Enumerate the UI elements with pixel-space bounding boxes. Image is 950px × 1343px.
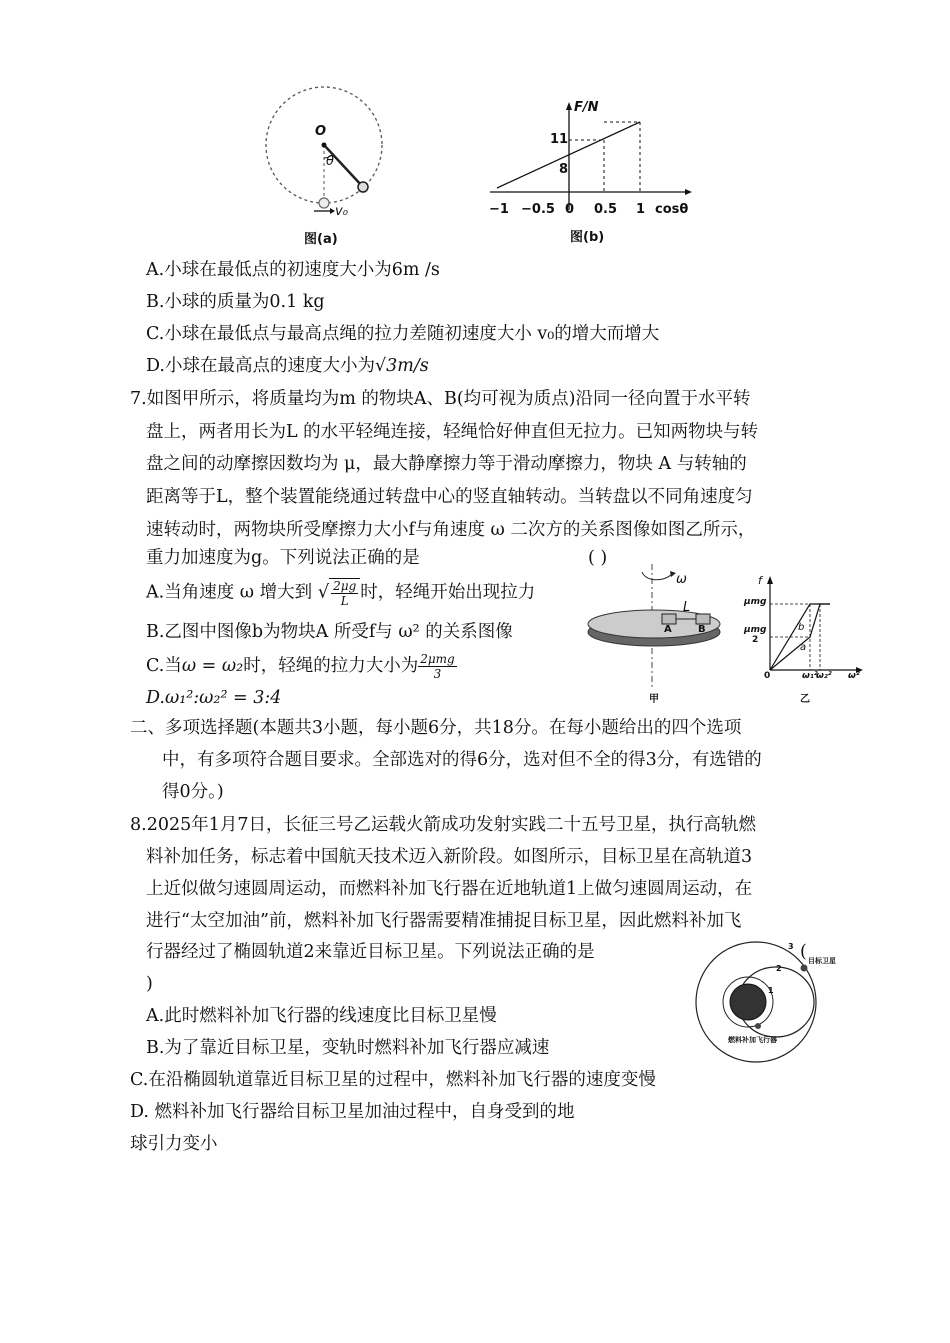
figure-jia — [584, 560, 744, 710]
figure-b-x-tick-05: 0.5 — [594, 202, 618, 217]
q7-option-c-num: 2μmg — [420, 652, 455, 666]
figure-b-y-tick-11: 11 — [550, 132, 569, 147]
figure-yi-tick-mid-den: 2 — [752, 635, 759, 645]
figure-a-velocity-label: v₀ — [335, 204, 348, 219]
q8-line-3: 上近似做匀速圆周运动，而燃料补加飞行器在近地轨道1上做匀速圆周运动，在 — [146, 879, 753, 899]
figure-yi-x-tick-2: ω₂² — [816, 671, 832, 681]
figure-jia-omega: ω — [676, 572, 687, 587]
figure-yi-line-b: b — [798, 622, 805, 633]
figure-b-y-tick-8: 8 — [559, 162, 569, 177]
q7-answer-bracket: ( ) — [588, 548, 608, 568]
figure-jia-diagram — [584, 560, 744, 710]
figure-jia-length: L — [683, 600, 691, 615]
figure-jia-block-b: B — [698, 624, 706, 635]
figure-yi-tick-mid-num: μmg — [744, 625, 767, 635]
figure-orbits-label-3: 3 — [788, 942, 794, 951]
q7-line-5: 速转动时，两物块所受摩擦力大小f与角速度 ω 二次方的关系图像如图乙所示， — [146, 520, 756, 540]
figure-orbits-label-2: 2 — [776, 964, 782, 973]
q7-option-c-prefix: C.当 — [146, 656, 182, 676]
section2-line-3: 得0分。) — [162, 782, 224, 802]
q8-option-d-line-2: 球引力变小 — [130, 1134, 218, 1154]
q7-option-c — [146, 652, 457, 681]
q8-bracket-close: ) — [146, 974, 153, 994]
figure-yi-origin: 0 — [764, 671, 771, 681]
q8-option-b: B.为了靠近目标卫星，变轨时燃料补加飞行器应减速 — [146, 1038, 550, 1058]
figure-b-x-tick-neg1: −1 — [489, 202, 509, 217]
q6-option-c: C.小球在最低点与最高点绳的拉力差随初速度大小 v₀的增大而增大 — [146, 324, 660, 344]
figure-yi-tick-top: μmg — [744, 597, 767, 607]
figure-b-x-axis-label: cosθ — [655, 202, 689, 217]
q7-option-a-suffix: 时，轻绳开始出现拉力 — [360, 582, 536, 603]
q7-option-a — [146, 578, 535, 608]
q6-option-a: A.小球在最低点的初速度大小为6m /s — [146, 260, 440, 280]
q7-option-c-mid: 时，轻绳的拉力大小为 — [243, 656, 419, 676]
figure-orbits-label-1: 1 — [768, 986, 774, 995]
q6-option-b: B.小球的质量为0.1 kg — [146, 292, 325, 312]
q7-line-1: 7.如图甲所示，将质量均为m 的物块A、B(均可视为质点)沿同一径向置于水平转 — [130, 389, 751, 409]
q6-option-d-value: √3m/s — [374, 356, 429, 376]
q8-option-a: A.此时燃料补加飞行器的线速度比目标卫星慢 — [146, 1006, 497, 1026]
q8-line-4: 进行“太空加油”前，燃料补加飞行器需要精准捕捉目标卫星，因此燃料补加飞 — [146, 911, 742, 931]
q7-option-a-radicand — [329, 578, 360, 608]
q8-line-2: 料补加任务，标志着中国航天技术迈入新阶段。如图所示，目标卫星在高轨道3 — [146, 847, 753, 867]
q8-option-d-line-1: D. 燃料补加飞行器给目标卫星加油过程中，自身受到的地 — [130, 1102, 575, 1122]
figure-a-angle-label: θ — [326, 154, 334, 169]
figure-b-y-axis-label: F/N — [574, 100, 599, 115]
figure-b-x-tick-0: 0 — [565, 202, 575, 217]
figure-jia-block-a: A — [664, 624, 672, 635]
figure-yi — [744, 572, 866, 710]
figure-b-caption: 图(b) — [570, 230, 605, 245]
q7-option-a-den: L — [340, 594, 349, 608]
figure-orbits-target: 目标卫星 — [808, 957, 836, 965]
figure-yi-x-label: ω² — [848, 671, 860, 681]
figure-orbits — [686, 940, 836, 1064]
q7-line-3: 盘之间的动摩擦因数均为 μ，最大静摩擦力等于滑动摩擦力，物块 A 与转轴的 — [146, 454, 747, 474]
section2-line-1: 二、多项选择题(本题共3小题，每小题6分，共18分。在每小题给出的四个选项 — [130, 718, 742, 738]
figure-b-x-tick-1: 1 — [636, 202, 646, 217]
q7-option-a-prefix: A.当角速度 ω 增大到 — [146, 582, 313, 603]
q8-option-c: C.在沿椭圆轨道靠近目标卫星的过程中，燃料补加飞行器的速度变慢 — [130, 1070, 656, 1090]
q6-option-d — [146, 354, 429, 378]
q8-line-1: 8.2025年1月7日，长征三号乙运载火箭成功发射实践二十五号卫星，执行高轨燃 — [130, 815, 756, 835]
figure-yi-y-label: f — [758, 574, 762, 587]
q7-line-4: 距离等于L，整个装置能绕通过转盘中心的竖直轴转动。当转盘以不同角速度匀 — [146, 487, 753, 507]
q7-option-d: D.ω₁²:ω₂² = 3:4 — [146, 688, 282, 708]
figure-b — [480, 100, 710, 248]
q8-line-5: 行器经过了椭圆轨道2来靠近目标卫星。下列说法正确的是 — [146, 942, 595, 962]
figure-yi-caption: 乙 — [800, 694, 810, 705]
figure-yi-line-a: a — [800, 642, 807, 653]
q7-option-a-sqrt: √ — [317, 581, 330, 603]
figure-a-caption: 图(a) — [304, 232, 338, 247]
q7-option-c-den: 3 — [433, 667, 442, 681]
figure-a-center-label: O — [315, 124, 327, 139]
figure-jia-caption: 甲 — [649, 694, 659, 705]
q8-bracket-open: ( — [800, 942, 807, 962]
q7-line-2: 盘上，两者用长为L 的水平轻绳连接，轻绳恰好伸直但无拉力。已知两物块与转 — [146, 422, 759, 442]
figure-orbits-craft: 燃料补加飞行器 — [728, 1036, 777, 1044]
section2-line-2: 中，有多项符合题目要求。全部选对的得6分，选对但不全的得3分，有选错的 — [162, 750, 762, 770]
figure-a — [262, 80, 392, 250]
q6-option-d-text: D.小球在最高点的速度大小为 — [146, 356, 375, 376]
q7-option-b: B.乙图中图像b为物块A 所受f与 ω² 的关系图像 — [146, 622, 513, 642]
q7-line-6: 重力加速度为g。下列说法正确的是 — [146, 548, 420, 568]
figure-b-x-tick-neg05: −0.5 — [521, 202, 555, 217]
figure-yi-x-tick-1: ω₁² — [802, 671, 818, 681]
q7-option-c-math: ω = ω₂ — [181, 656, 244, 676]
q7-option-a-num: 2μg — [333, 579, 357, 593]
